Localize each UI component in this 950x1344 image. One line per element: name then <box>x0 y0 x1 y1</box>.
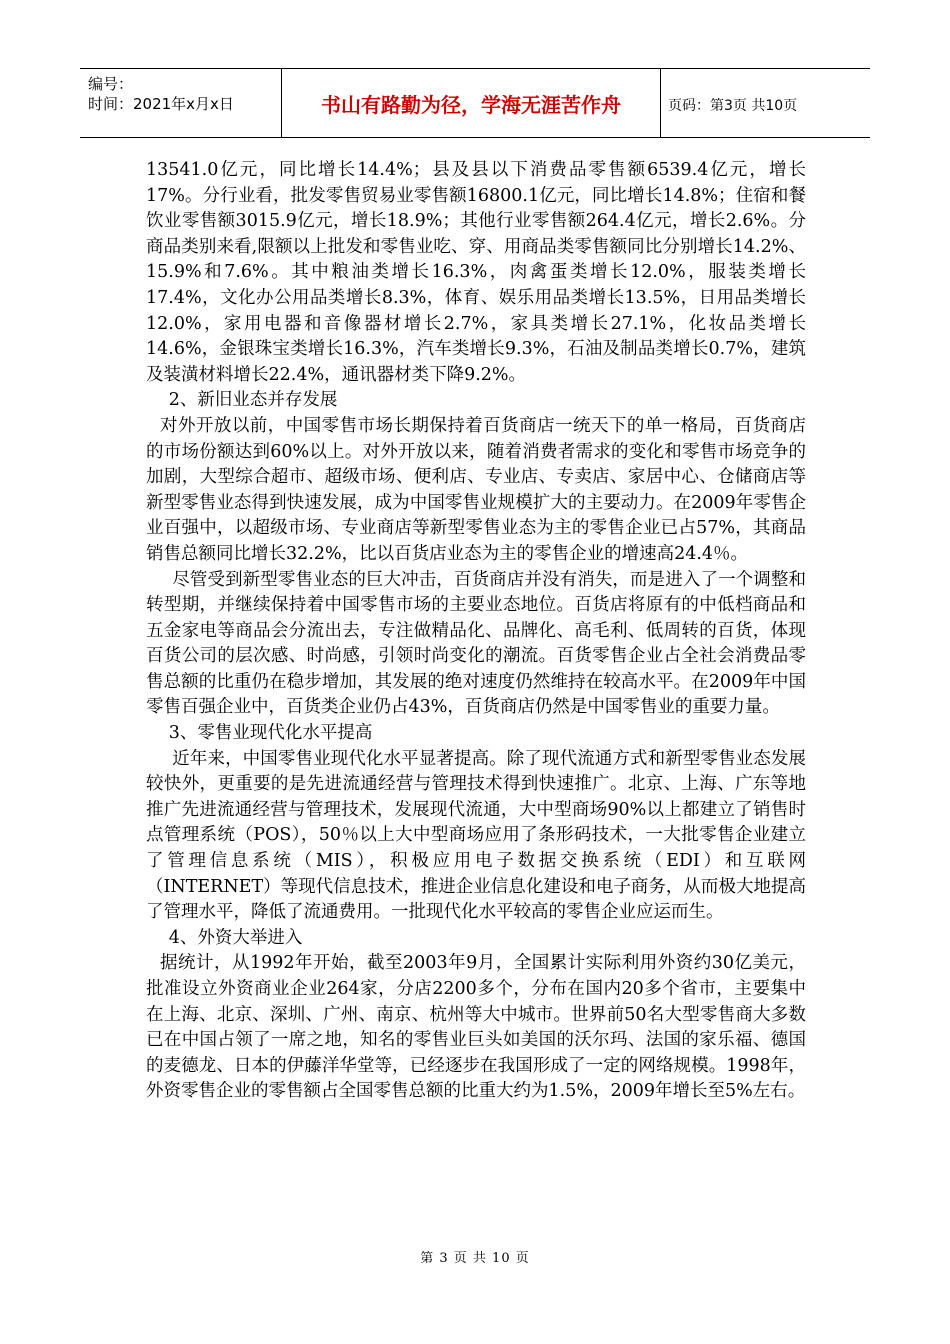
section-heading: 3、零售业现代化水平提高 <box>168 723 373 744</box>
header-page-info: 页码：第3页 共10页 <box>668 98 798 114</box>
document-body <box>146 158 806 1105</box>
header-meta-cell <box>80 69 280 137</box>
paragraph: 近年来，中国零售业现代化水平显著提高。除了现代流通方式和新型零售业态发展较快外，更重要的是先进流通经营与管理技术得到快速推广。北京、上海、广东等地推广先进流通经营与管理技术，发展现代流通，大中型商场90%以上都建立了销售时点管理系统（POS），50％以上大中型商场应用了条形码技术，一大批零售企业建立了管理信息系统（MIS），积极应用电子数据交换系统（EDI）和互联网（INTERNET）等现代信息技术，推进企业信息化建设和电子商务，从而极大地提高了管理水平，降低了流通费用。一批现代化水平较高的零售企业应运而生。 <box>146 748 806 923</box>
paragraph: 据统计，从1992年开始，截至2003年9月，全国累计实际利用外资约30亿美元，批准设立外资商业企业264家，分店2200多个，分布在国内20多个省市，主要集中在上海、北京、深圳、广州、南京、杭州等大中城市。世界前50名大型零售商大多数已在中国占领了一席之地，知名的零售业巨头如美国的沃尔玛、法国的家乐福、德国的麦德龙、日本的伊藤洋华堂等，已经逐步在我国形成了一定的网络规模。1998年，外资零售企业的零售额占全国零售总额的比重大约为1.5%，2009年增长至5%左右。 <box>146 953 806 1102</box>
section-heading: 4、外资大举进入 <box>168 927 303 948</box>
document-date: 时间：2021年x月x日 <box>88 95 234 113</box>
page-header <box>80 68 870 138</box>
paragraph: 尽管受到新型零售业态的巨大冲击，百货商店并没有消失，而是进入了一个调整和转型期，并继续保持着中国零售市场的主要业态地位。百货店将原有的中低档商品和五金家电等商品会分流出去，专注做精品化、品牌化、高毛利、低周转的百货，体现百货公司的层次感、时尚感，引领时尚变化的潮流。百货零售企业占全社会消费品零售总额的比重仍在稳步增加，其发展的绝对速度仍然维持在较高水平。在2009年中国零售百强企业中，百货类企业仍占43%，百货商店仍然是中国零售业的重要力量。 <box>146 569 806 718</box>
document-number-label: 编号： <box>88 75 134 93</box>
page-footer: 第 3 页 共 10 页 <box>420 1251 530 1266</box>
paragraph: 13541.0亿元，同比增长14.4%；县及县以下消费品零售额6539.4亿元，增长17%。分行业看，批发零售贸易业零售额16800.1亿元，同比增长14.8%；住宿和餐饮业零售额3015.9亿元，增长18.9%；其他行业零售额264.4亿元，增长2.6%。分商品类别来看,限额以上批发和零售业吃、穿、用商品类零售额同比分别增长14.2%、15.9%和7.6%。其中粮油类增长16.3%，肉禽蛋类增长12.0%，服装类增长17.4%，文化办公用品类增长8.3%，体育、娱乐用品类增长13.5%，日用品类增长12.0%，家用电器和音像器材增长2.7%，家具类增长27.1%，化妆品类增长14.6%，金银珠宝类增长16.3%，汽车类增长9.3%，石油及制品类增长0.7%，建筑及装潢材料增长22.4%，通讯器材类下降9.2%。 <box>146 160 806 385</box>
paragraph: 对外开放以前，中国零售市场长期保持着百货商店一统天下的单一格局，百货商店的市场份额达到60%以上。对外开放以来，随着消费者需求的变化和零售市场竞争的加剧，大型综合超市、超级市场、便利店、专业店、专卖店、家居中心、仓储商店等新型零售业态得到快速发展，成为中国零售业规模扩大的主要动力。在2009年零售企业百强中，以超级市场、专业商店等新型零售业态为主的零售企业已占57%，其商品销售总额同比增长32.2%，比以百货店业态为主的零售企业的增速高24.4％。 <box>146 415 806 564</box>
section-heading: 2、新旧业态并存发展 <box>168 390 338 411</box>
header-motto: 书山有路勤为径，学海无涯苦作舟 <box>281 69 661 137</box>
